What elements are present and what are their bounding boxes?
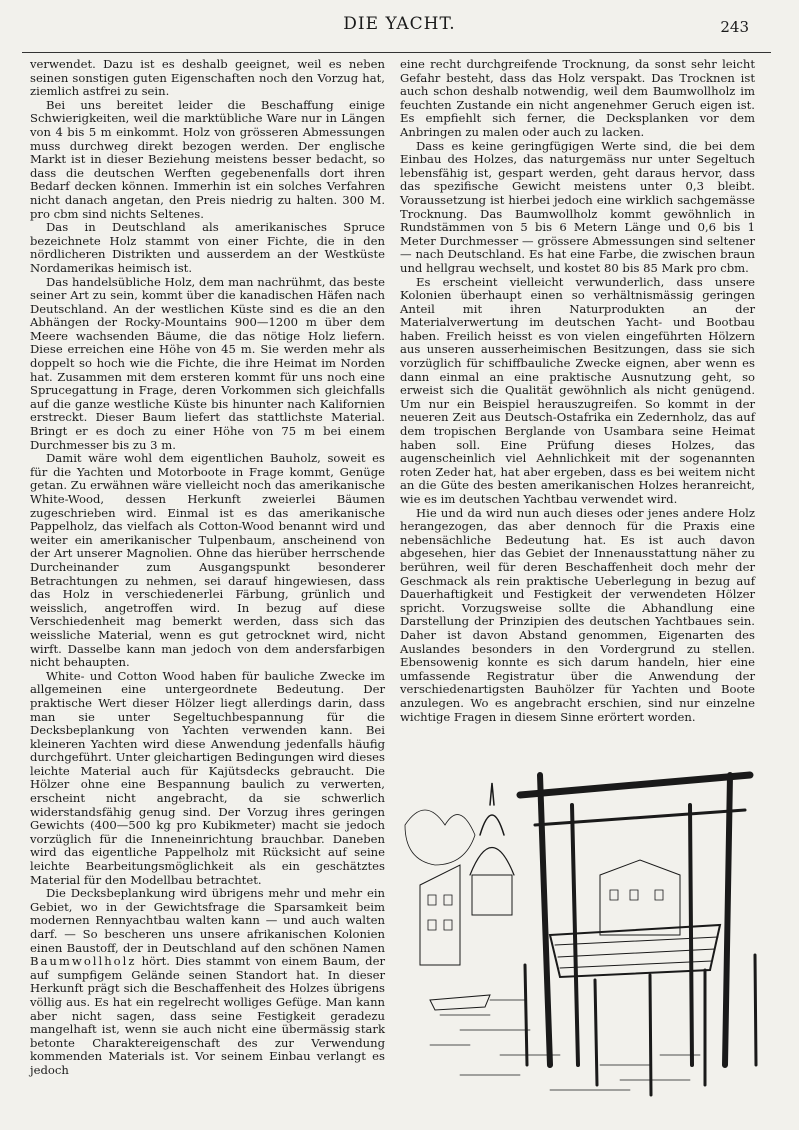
- paragraph: [30, 887, 385, 1077]
- paragraph-text: hört. Dies stammt von einem Baum, der auf sumpfigem Gelände seinen Standort hat. In dieser Herkunft prägt sich die Beschaffenheit des Holzes übrigens völlig aus. Es hat ein regelrecht wolliges Gefüge. Man kann aber nicht sagen, dass seine Festigkeit geradezu mangelhaft ist, wenn sie auch nicht eine übermässig stark betonte Charaktereigenschaft des zur Verwendung kommenden Materials ist. Vor seinem Einbau verlangt es jedoch: [30, 954, 386, 1077]
- paragraph-text: Die Decksbeplankung wird übrigens mehr und mehr ein Gebiet, wo in der Gewichtsfrage die Sparsamkeit beim modernen Rennyachtbau walten kann — und auch walten darf. — So bescheren uns unsere afrikanischen Kolonien einen Baustoff, der in Deutschland auf den schönen Namen: [30, 886, 385, 955]
- harbor-sketch-illustration: [400, 765, 772, 1105]
- emphasized-term: Baumwollholz: [30, 954, 137, 969]
- paragraph: White- und Cotton Wood haben für bauliche Zwecke im allgemeinen eine untergeordnete Bedeutung. Der praktische Wert dieser Hölzer liegt allerdings darin, dass man sie unter Segeltuchbespannung für die Decksbeplankung von Yachten verwenden kann. Bei kleineren Yachten wird diese Anwendung jedenfalls häufig durchgeführt. Unter gleichartigen Bedingungen wird dieses leichte Material auch für Kajütsdecks gebraucht. Die Hölzer ohne eine Bespannung baulich zu verwerten, erscheint nicht angebracht, da sie schwerlich widerstandsfähig genug sind. Der Vorzug ihres geringen Gewichts (400—500 kg pro Kubikmeter) macht sie jedoch vorzüglich für die Inneneinrichtung brauchbar. Daneben wird das eigentliche Pappelholz mit Rücksicht auf seine leichte Bearbeitungsmöglichkeit als ein geschätztes Material für den Modellbau betrachtet.: [30, 668, 385, 887]
- page-number: 243: [720, 18, 749, 36]
- paragraph: Das handelsübliche Holz, dem man nachrühmt, das beste seiner Art zu sein, kommt über die kanadischen Häfen nach Deutschland. An der westlichen Küste sind es die an den Abhängen der Rocky-Mountains 900—1200 m über dem Meere wachsenden Bäume, die das nötige Holz liefern. Diese erreichen eine Höhe von 45 m. Sie werden mehr als doppelt so hoch wie die Fichte, die ihre Heimat im Norden hat. Zusammen mit dem ersteren kommt für uns noch eine Sprucegattung in Frage, deren Vorkommen sich gleichfalls auf die ganze westliche Küste bis hinunter nach Kalifornien erstreckt. Dieser Baum liefert das stattlichste Material. Bringt er es doch zu einer Höhe von 75 m bei einem Durchmesser bis zu 3 m.: [30, 274, 385, 452]
- paragraph: Es erscheint vielleicht verwunderlich, dass unsere Kolonien überhaupt einen so verhältnismässig geringen Anteil mit ihren Naturprodukten an der Materialverwertung im deutschen Yacht- und Bootbau haben. Freilich heisst es von vielen eingeführten Hölzern aus unseren ausserheimischen Besitzungen, dass sie sich vorzüglich für schiffbauliche Zwecke eignen, aber wenn es dann einmal an eine praktische Ausnutzung geht, so erweist sich die Qualität gewöhnlich als nicht genügend. Um nur ein Beispiel herauszugreifen. So kommt in der neueren Zeit aus Deutsch-Ostafrika ein Zedernholz, das auf dem tropischen Berglande von Usambara seine Heimat haben soll. Eine Prüfung dieses Holzes, das augenscheinlich viel Aehnlichkeit mit der sogenannten roten Zeder hat, hat aber ergeben, dass es bei weitem nicht an die Güte des besten amerikanischen Holzes heranreicht, wie es im deutschen Yachtbau verwendet wird.: [400, 274, 755, 506]
- paragraph: Das in Deutschland als amerikanisches Spruce bezeichnete Holz stammt von einer Fichte, die in den nördlicheren Distrikten und ausserdem an der Westküste Nordamerikas heimisch ist.: [30, 220, 385, 275]
- paragraph: Hie und da wird nun auch dieses oder jenes andere Holz herangezogen, das aber dennoch für die Praxis eine nebensächliche Bedeutung hat. Es ist auch davon abgesehen, hier das Gebiet der Innenausstattung näher zu berühren, weil für deren Beschaffenheit doch mehr der Geschmack als rein praktische Ueberlegung in bezug auf Dauerhaftigkeit und Festigkeit der verwendeten Hölzer spricht. Vorzugsweise sollte die Abhandlung eine Darstellung der Prinzipien des deutschen Yachtbaues sein. Daher ist davon Abstand genommen, Eigenarten des Auslandes besonders in den Vordergrund zu stellen. Ebensowenig konnte es sich darum handeln, hier eine umfassende Registratur über die Anwendung der verschiedenartigsten Bauhölzer für Yachten und Boote anzulegen. Wo es angebracht erschien, sind nur einzelne wichtige Fragen in diesem Sinne erörtert worden.: [400, 505, 755, 724]
- running-title: DIE YACHT.: [343, 14, 456, 34]
- left-column: [30, 58, 385, 1098]
- paragraph: eine recht durchgreifende Trocknung, da sonst sehr leicht Gefahr besteht, dass das Holz verspakt. Das Trocknen ist auch schon deshalb notwendig, weil dem Baumwollholz im feuchten Zustande ein nicht angenehmer Geruch eigen ist. Es empfiehlt sich ferner, die Decksplanken vor dem Anbringen zu malen oder auch zu lacken.: [400, 57, 755, 139]
- paragraph: verwendet. Dazu ist es deshalb geeignet, weil es neben seinen sonstigen guten Eigenschaften noch den Vorzug hat, ziemlich astfrei zu sein.: [30, 57, 385, 99]
- page-header: [0, 14, 799, 44]
- paragraph: Dass es keine geringfügigen Werte sind, die bei dem Einbau des Holzes, das naturgemäss nur unter Segeltuch lebensfähig ist, gespart werden, geht daraus hervor, dass das spezifische Gewicht meistens unter 0,3 bleibt. Voraussetzung ist hierbei jedoch eine wirklich sachgemässe Trocknung. Das Baumwollholz kommt gewöhnlich in Rundstämmen von 5 bis 6 Metern Länge und 0,6 bis 1 Meter Durchmesser — grössere Abmessungen sind seltener — nach Deutschland. Es hat eine Farbe, die zwischen braun und hellgrau wechselt, und kostet 80 bis 85 Mark pro cbm.: [400, 138, 755, 275]
- right-column: [400, 58, 755, 758]
- paragraph: Bei uns bereitet leider die Beschaffung einige Schwierigkeiten, weil die marktübliche Ware nur in Längen von 4 bis 5 m einkommt. Holz von grösseren Abmessungen muss durchweg direkt bezogen werden. Der englische Markt ist in dieser Beziehung meistens besser bedacht, so dass die deutschen Werften gegebenenfalls dort ihren Bedarf decken können. Immerhin ist ein solches Verfahren nicht danach angetan, den Preis niedrig zu halten. 300 M. pro cbm sind nichts Seltenes.: [30, 97, 385, 221]
- header-rule: [22, 52, 771, 53]
- paragraph: Damit wäre wohl dem eigentlichen Bauholz, soweit es für die Yachten und Motorboote in Frage kommt, Genüge getan. Zu erwähnen wäre vielleicht noch das amerikanische White-Wood, dessen Herkunft zweierlei Bäumen zugeschrieben wird. Einmal ist es das amerikanische Pappelholz, das vielfach als Cotton-Wood benannt wird und weiter ein amerikanischer Tulpenbaum, anscheinend von der Art unserer Magnolien. Ohne das hierüber herrschende Durcheinander zum Ausgangspunkt besonderer Betrachtungen zu nehmen, sei darauf hingewiesen, dass das Holz in verschiedenerlei Färbung, grünlich und weisslich, angetroffen wird. In bezug auf diese Verschiedenheit mag bemerkt werden, dass sich das weissliche Material, wenn es gut getrocknet wird, nicht wirft. Dasselbe kann man jedoch von dem andersfarbigen nicht behaupten.: [30, 451, 385, 670]
